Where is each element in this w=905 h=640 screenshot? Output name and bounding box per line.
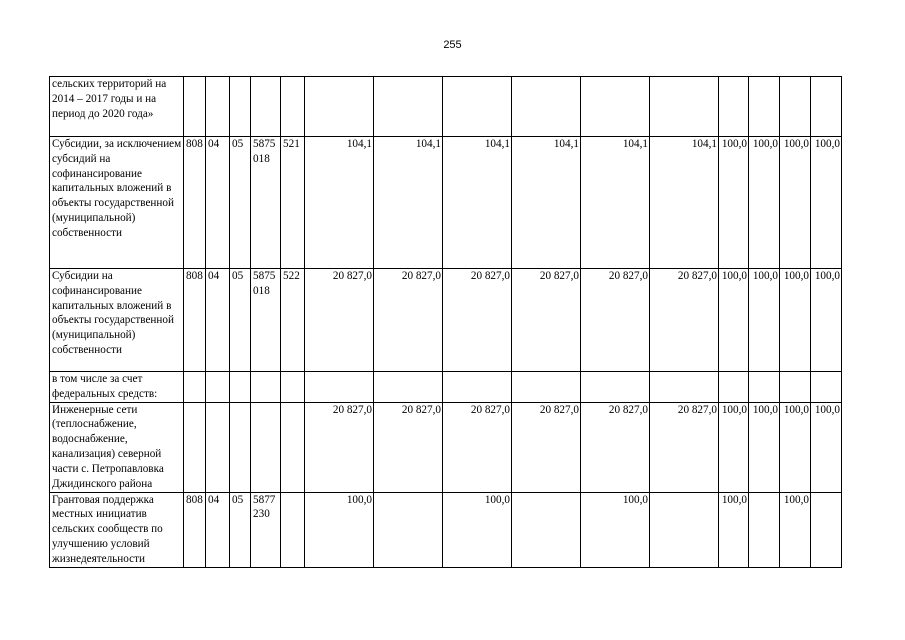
amount-cell: 104,1 (581, 137, 650, 269)
amount-cell: 20 827,0 (650, 269, 719, 372)
amount-cell: 100,0 (780, 269, 811, 372)
amount-cell: 20 827,0 (305, 402, 374, 492)
table-row (50, 492, 842, 567)
amount-cell: 104,1 (512, 137, 581, 269)
row-name-cell: Грантовая поддержка местных инициатив сельских сообществ по улучшению условий жизнедеятельности (50, 492, 184, 567)
target-article-cell (251, 372, 281, 403)
amount-cell (374, 492, 443, 567)
amount-cell (811, 492, 842, 567)
amount-cell: 100,0 (719, 137, 749, 269)
amount-cell (512, 372, 581, 403)
subsection-code-cell: 05 (230, 269, 251, 372)
amount-cell: 100,0 (811, 269, 842, 372)
amount-cell: 100,0 (811, 137, 842, 269)
section-code-cell: 04 (206, 137, 230, 269)
amount-cell: 104,1 (305, 137, 374, 269)
amount-cell (749, 77, 780, 137)
section-code-cell (206, 372, 230, 403)
subsection-code-cell (230, 77, 251, 137)
ministry-code-cell: 808 (184, 492, 206, 567)
amount-cell (650, 492, 719, 567)
amount-cell: 20 827,0 (581, 269, 650, 372)
expense-type-cell (281, 77, 305, 137)
amount-cell: 100,0 (780, 402, 811, 492)
target-article-cell (251, 402, 281, 492)
amount-cell (305, 372, 374, 403)
amount-cell (749, 492, 780, 567)
amount-cell: 100,0 (305, 492, 374, 567)
amount-cell: 100,0 (780, 137, 811, 269)
row-name-cell: в том числе за счет федеральных средств: (50, 372, 184, 403)
expense-type-cell (281, 492, 305, 567)
subsection-code-cell (230, 402, 251, 492)
amount-cell (443, 77, 512, 137)
expense-type-cell: 521 (281, 137, 305, 269)
amount-cell (719, 372, 749, 403)
table-row (50, 77, 842, 137)
expense-type-cell (281, 402, 305, 492)
amount-cell: 20 827,0 (374, 269, 443, 372)
amount-cell: 20 827,0 (443, 269, 512, 372)
amount-cell: 104,1 (374, 137, 443, 269)
amount-cell (581, 372, 650, 403)
amount-cell (443, 372, 512, 403)
expense-type-cell: 522 (281, 269, 305, 372)
amount-cell: 100,0 (749, 137, 780, 269)
subsection-code-cell: 05 (230, 492, 251, 567)
amount-cell (811, 77, 842, 137)
amount-cell: 20 827,0 (374, 402, 443, 492)
budget-table (49, 76, 842, 568)
amount-cell: 100,0 (749, 269, 780, 372)
amount-cell (581, 77, 650, 137)
subsection-code-cell (230, 372, 251, 403)
amount-cell (374, 77, 443, 137)
table-row (50, 137, 842, 269)
amount-cell (780, 77, 811, 137)
amount-cell: 100,0 (581, 492, 650, 567)
section-code-cell (206, 77, 230, 137)
target-article-cell: 5877 230 (251, 492, 281, 567)
row-name-cell: Субсидии на софинансирование капитальных вложений в объекты государственной (муниципальной) собственности (50, 269, 184, 372)
target-article-cell: 5875 018 (251, 137, 281, 269)
amount-cell (650, 77, 719, 137)
ministry-code-cell (184, 77, 206, 137)
amount-cell (719, 77, 749, 137)
table-row (50, 269, 842, 372)
ministry-code-cell (184, 402, 206, 492)
amount-cell: 104,1 (443, 137, 512, 269)
amount-cell (780, 372, 811, 403)
amount-cell (650, 372, 719, 403)
amount-cell: 20 827,0 (650, 402, 719, 492)
row-name-cell: Инженерные сети (теплоснабжение, водоснабжение, канализация) северной части с. Петропавловка Джидинского района (50, 402, 184, 492)
amount-cell: 100,0 (443, 492, 512, 567)
table-row (50, 402, 842, 492)
amount-cell: 20 827,0 (581, 402, 650, 492)
amount-cell: 20 827,0 (512, 402, 581, 492)
ministry-code-cell (184, 372, 206, 403)
amount-cell: 100,0 (780, 492, 811, 567)
amount-cell: 20 827,0 (512, 269, 581, 372)
amount-cell: 104,1 (650, 137, 719, 269)
expense-type-cell (281, 372, 305, 403)
amount-cell (749, 372, 780, 403)
row-name-cell: Субсидии, за исключением субсидий на софинансирование капитальных вложений в объекты государственной (муниципальной) собственности (50, 137, 184, 269)
amount-cell: 20 827,0 (305, 269, 374, 372)
amount-cell (374, 372, 443, 403)
amount-cell (512, 492, 581, 567)
ministry-code-cell: 808 (184, 269, 206, 372)
subsection-code-cell: 05 (230, 137, 251, 269)
table-row (50, 372, 842, 403)
amount-cell (811, 372, 842, 403)
amount-cell: 100,0 (719, 492, 749, 567)
amount-cell (305, 77, 374, 137)
amount-cell: 100,0 (719, 269, 749, 372)
amount-cell: 100,0 (749, 402, 780, 492)
section-code-cell: 04 (206, 269, 230, 372)
amount-cell (512, 77, 581, 137)
section-code-cell (206, 402, 230, 492)
row-name-cell: сельских территорий на 2014 – 2017 годы и на период до 2020 года» (50, 77, 184, 137)
section-code-cell: 04 (206, 492, 230, 567)
amount-cell: 100,0 (811, 402, 842, 492)
page-number: 255 (443, 39, 462, 51)
target-article-cell (251, 77, 281, 137)
target-article-cell: 5875 018 (251, 269, 281, 372)
amount-cell: 20 827,0 (443, 402, 512, 492)
amount-cell: 100,0 (719, 402, 749, 492)
ministry-code-cell: 808 (184, 137, 206, 269)
